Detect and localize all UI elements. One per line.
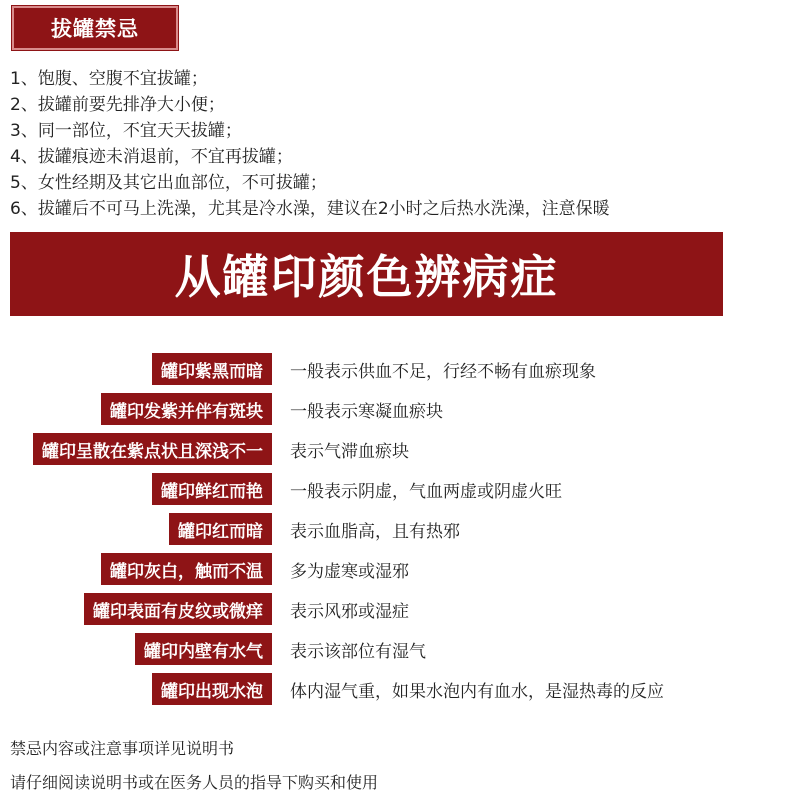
cup-mark-label: 罐印表面有皮纹或微痒: [84, 593, 272, 625]
cup-mark-meaning: 表示气滞血瘀块: [290, 441, 409, 462]
cup-mark-row: [0, 513, 803, 545]
cup-mark-meaning: 多为虚寒或湿邪: [290, 561, 409, 582]
cup-mark-meaning: 一般表示阴虚，气血两虚或阴虚火旺: [290, 481, 562, 502]
taboo-item: 5、女性经期及其它出血部位，不可拔罐；: [10, 173, 327, 193]
taboo-title-badge: [12, 6, 178, 50]
section-banner: [10, 232, 723, 316]
cup-mark-label: 罐印呈散在紫点状且深浅不一: [33, 433, 272, 465]
footer-note: 禁忌内容或注意事项详见说明书: [10, 739, 235, 758]
cup-mark-row: [0, 353, 803, 385]
cup-mark-meaning: 表示血脂高，且有热邪: [290, 521, 460, 542]
cup-mark-row: [0, 393, 803, 425]
cup-mark-meaning: 一般表示寒凝血瘀块: [290, 401, 443, 422]
cup-mark-row: [0, 553, 803, 585]
cup-mark-row: [0, 633, 803, 665]
cup-mark-row: [0, 433, 803, 465]
taboo-title: 拔罐禁忌: [51, 17, 139, 41]
taboo-item: 1、饱腹、空腹不宜拔罐；: [10, 69, 208, 89]
cup-mark-row: [0, 673, 803, 705]
cup-mark-label: 罐印发紫并伴有斑块: [101, 393, 272, 425]
taboo-item: 3、同一部位，不宜天天拔罐；: [10, 121, 242, 141]
cup-mark-meaning: 表示风邪或湿症: [290, 601, 409, 622]
cup-mark-meaning: 表示该部位有湿气: [290, 641, 426, 662]
cup-mark-label: 罐印出现水泡: [152, 673, 272, 705]
cup-mark-label: 罐印灰白，触而不温: [101, 553, 272, 585]
taboo-item: 4、拔罐痕迹未消退前，不宜再拔罐；: [10, 147, 293, 167]
cup-mark-label: 罐印红而暗: [169, 513, 272, 545]
footer-note: 请仔细阅读说明书或在医务人员的指导下购买和使用: [10, 773, 379, 792]
cup-mark-label: 罐印鲜红而艳: [152, 473, 272, 505]
cup-mark-row: [0, 473, 803, 505]
section-banner-title: 从罐印颜色辨病症: [174, 250, 559, 304]
cup-mark-meaning: 一般表示供血不足，行经不畅有血瘀现象: [290, 361, 596, 382]
cup-mark-row: [0, 593, 803, 625]
cup-mark-label: 罐印紫黑而暗: [152, 353, 272, 385]
cup-mark-meaning: 体内湿气重，如果水泡内有血水，是湿热毒的反应: [290, 681, 664, 702]
taboo-list: [10, 66, 610, 222]
taboo-item: 6、拔罐后不可马上洗澡，尤其是冷水澡，建议在2小时之后热水洗澡，注意保暖: [10, 199, 610, 219]
taboo-item: 2、拔罐前要先排净大小便；: [10, 95, 225, 115]
cup-mark-label: 罐印内壁有水气: [135, 633, 272, 665]
